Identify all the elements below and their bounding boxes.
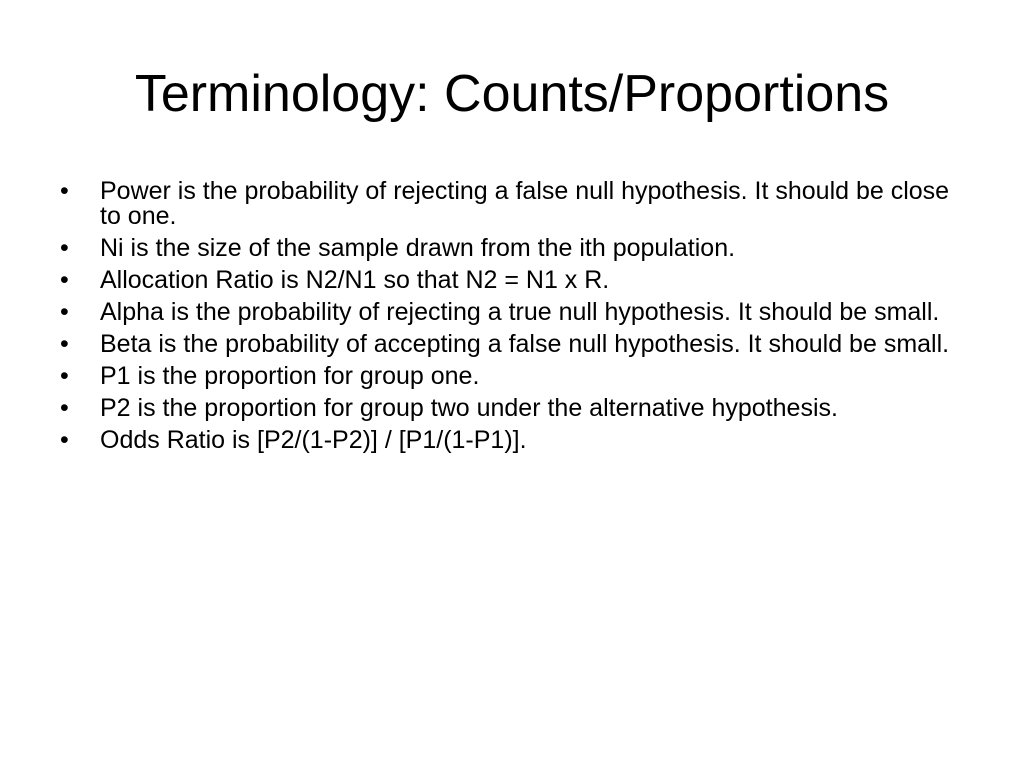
- bullet-item-ni: [58, 236, 968, 261]
- bullet-text: Ni is the size of the sample drawn from the ith population.: [100, 234, 736, 262]
- bullet-icon: •: [60, 362, 69, 390]
- bullet-icon: •: [60, 266, 69, 294]
- bullet-icon: •: [60, 298, 69, 326]
- bullet-icon: •: [60, 330, 69, 358]
- bullet-item-alpha: [58, 300, 968, 325]
- bullet-item-p1: [58, 364, 968, 389]
- bullet-item-power: [58, 179, 968, 229]
- bullet-icon: •: [60, 234, 69, 262]
- bullet-item-odds-ratio: [58, 428, 968, 453]
- bullet-icon: •: [60, 394, 69, 422]
- bullet-list: [58, 179, 968, 460]
- bullet-text: Power is the probability of rejecting a false null hypothesis. It should be close to one.: [100, 177, 950, 230]
- bullet-text: P1 is the proportion for group one.: [100, 362, 480, 390]
- bullet-text: Odds Ratio is [P2/(1-P2)] / [P1/(1-P1)].: [100, 426, 527, 454]
- bullet-item-p2: [58, 396, 968, 421]
- bullet-text: Allocation Ratio is N2/N1 so that N2 = N1 x R.: [100, 266, 610, 294]
- bullet-text: Beta is the probability of accepting a false null hypothesis. It should be small.: [100, 330, 950, 358]
- slide-title: Terminology: Counts/Proportions: [134, 65, 890, 123]
- bullet-item-allocation-ratio: [58, 268, 968, 293]
- bullet-text: Alpha is the probability of rejecting a true null hypothesis. It should be small.: [100, 298, 940, 326]
- bullet-item-beta: [58, 332, 968, 357]
- bullet-icon: •: [60, 177, 69, 205]
- bullet-text: P2 is the proportion for group two under the alternative hypothesis.: [100, 394, 838, 422]
- bullet-icon: •: [60, 426, 69, 454]
